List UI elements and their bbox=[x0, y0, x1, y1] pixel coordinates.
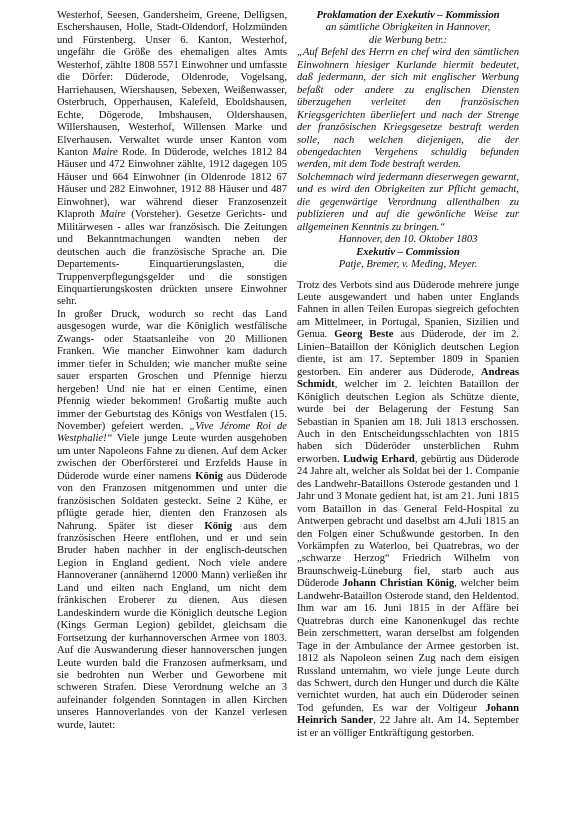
text-run: Trotz des Verbots sind aus Düderode mehrere junge Leute ausgewandert und haben unter Englands Fahnen in allen Teilen Europas siegreich gefochten am Mittelmeer, in Portugal, Spanien, Sizilien und Genua. bbox=[297, 279, 519, 341]
text-run-italic: „Vive Jérome Roi de Westphalie!“ bbox=[57, 420, 287, 445]
proclamation-signers: Patje, Bremer, v. Meding, Meyer. bbox=[338, 259, 478, 271]
proclamation-body: „Auf Befehl des Herrn en chef wird den sämtlichen Einwohnern hiesiger Kurlande hiermit bedeutet, daß jedermann, der sich mit englischer Werbung befaßt oder andere zu englischen Diensten überzugehen verleitet den französischen Kriegsgerichten überliefert und nach der Strenge der französischen Kriegsgesetze bestraft werden solle, nach welchen diejenigen, die der obengedachten Vergehens schuldig befunden werden, mit dem Tode bestraft werden. bbox=[297, 47, 519, 171]
paragraph-emigrants bbox=[297, 280, 519, 741]
name-johann-heinrich-sander: Johann Heinrich Sander bbox=[297, 702, 519, 727]
text-run: Rode. In Düderode, welches 1812 84 Häuser und 472 Einwohner zählte, 1912 dagegen 105 Häuser und 664 Einwohner (in Oldenrode 1812 67 Häuser und 282 Einwohner, 1912 88 Häuser und 487 Einwohner), war während dieser Franzosenzeit Klaproth bbox=[57, 146, 287, 221]
right-column bbox=[297, 10, 519, 740]
proclamation-signature-title: Exekutiv – Commission bbox=[356, 246, 460, 258]
text-run: Viele junge Leute wurden ausgehoben um unter Napoleons Fahne zu dienen. Auf dem Acker zwischen der Oberförsterei und Erzfelds Hause in Düderode wurde einer namens bbox=[57, 433, 287, 482]
paragraph-canton-westerhof bbox=[57, 10, 287, 309]
name-andreas-schmidt: Andreas Schmidt bbox=[297, 366, 519, 391]
name-ludwig-erhard: Ludwig Erhard bbox=[343, 453, 415, 465]
proclamation-body-2: Solchemnach wird jedermann dieserwegen gewarnt, und es wird den Obrigkeiten zur Pflicht gemacht, die gegenwärtige Verordnung allenthalben zu publizieren und auf die gewönliche Weise zur allgemeinen Kenntnis zu bringen.“ bbox=[297, 171, 519, 233]
name-koenig: König bbox=[195, 470, 223, 482]
text-run: , 22 Jahre alt. Am 14. September ist er an völliger Entkräftigung gestorben. bbox=[297, 715, 520, 739]
proclamation-title: Proklamation der Exekutiv – Kommission bbox=[316, 10, 500, 21]
text-run: aus Düderode von den Franzosen mitgenommen und unter die französischen Soldaten gesteckt. Seine 2 Kühe, er pflügte gerade hier, dienten den Franzosen als Nahrung. Später ist dieser bbox=[57, 470, 287, 532]
text-run: Westerhof, Seesen, Gandersheim, Greene, Delligsen, Eschershausen, Holle, Stadt-Oldendorf, Holzmünden und Fürstenberg. Unser 6. Kanton, Westerhof, ungefähr die Größe des ehemaligen altes Amts Westerhof, zählte 1808 5571 Einwohner und umfasste die Dörfer: Düderode, Oldenrode, Vogelsang, Harriehausen, Wiershausen, Sebexen, Weißenwasser, Osterbruch, Opperhausen, Kalefeld, Eboldshausen, Echte, Dögerode, Imbshausen, Oldershausen, Willershausen, Westerhof, Willensen Marke und Elverhausen. Verwaltet wurde unser Kanton vom Kanton bbox=[57, 10, 287, 158]
text-run: aus Düderode, der im 2. Linien–Bataillon der Königlich deutschen Legion diente, ist am 17. September 1809 in Spanien gestorben. Ein anderer aus Düderode, bbox=[297, 329, 520, 378]
proclamation-date: Hannover, den 10. Oktober 1803 bbox=[338, 234, 478, 246]
name-johann-christian-koenig: Johann Christian König bbox=[342, 578, 455, 590]
name-georg-beste: Georg Beste bbox=[334, 329, 394, 341]
left-column bbox=[57, 10, 287, 732]
text-run: , welcher im 2. leichten Bataillon der Königlich deutschen Legion als Schütze diente, wurde bei der Belagerung der Festung San Sebastian in Spanien am 18. Juli 1813 erschossen. Auch in den Entscheidungsschlachten von 1815 haben sich Düderöder unsterblichen Ruhm erworben. bbox=[297, 379, 519, 465]
text-run: In großer Druck, wodurch so recht das Land ausgesogen wurde, war die Königlich westfälische Zwangs- oder Staatsanleihe von 20 Millionen Franken. Wie mancher Einwohner kam dadurch immer tiefer in Schulden; wie mancher mußte seine sauer ersparten Groschen und Pfennige hierzu hergeben! Und nie hat er einen Centime, einen Pfennig wieder bekommen! Großartig mußte auch immer der Geburtstag des Königs von Westfalen (15. November) gefeiert werden. bbox=[57, 308, 287, 432]
text-run-italic: Maire bbox=[92, 146, 118, 158]
text-run: , gebürtig aus Düderode 24 Jahre alt, welcher als Soldat bei der 1. Companie des Landwehr-Bataillons Osterode gestanden und 1 Jahr und 3 Monate gedient hat, ist am 21. Juni 1815 vom Bataillon in das General Feld-Hospital zu Antwerpen gebracht und daselbst am 4.Juli 1815 an den Folgen einer Schußwunde gestorben. In den Vorkämpfen zu Waterloo, bei Quatrebras, wo der „schwarze Herzog“ Friedrich Wilhelm von Braunschweig-Lüneburg fiel, starb auch aus Düderode bbox=[297, 453, 519, 590]
name-koenig: König bbox=[204, 520, 232, 532]
text-run: aus dem französischen Heere entflohen, und er und sein Bruder haben nachher in der englisch-deutschen Legion in England gedient. Noch viele andere Hannoveraner (annähernd 12000 Mann) verließen ihr Land und eilten nach England, um nicht dem fränkischen Eroberer zu dienen. Aus diesen Landeskindern wurde die Königlich deutsche Legion (Kings German Legion) gebildet, gleichsam die Fortsetzung der kurhannoverschen Armee von 1803. Auf die Auswanderung dieser hannoverschen jungen Leute wurden bald die Franzosen aufmerksam, und sie bedrohten nun Werber und Geworbene mit schweren Strafen. Diese Verordnung welche an 3 aufeinander folgenden Sonntagen in allen Kirchen unseres Hannoverlandes von der Kanzel verlesen wurde, lautet: bbox=[57, 520, 287, 731]
spacer bbox=[297, 272, 519, 280]
text-run: , welcher beim Landwehr-Bataillon Osterode stand, den Heldentod. Ihm war am 16. Juni 1815 in der Affäre bei Quatrebras durch eine Kanonenkugel das rechte Bein zerschmettert, waran derselbst am folgenden Tage in der Ambulance der Armee gestorben ist. 1812 als Napoleon seinen Zug nach dem eisigen Russland unternahm, wo viele junge Leute durch das Schwert, durch den Hunger und durch die Kälte vernichtet wurden, hat auch ein Düderoder seinen Tod gefunden. Es war der Voltigeur bbox=[297, 578, 519, 714]
paragraph-state-loan bbox=[57, 309, 287, 732]
proclamation-subject: die Werbung betr.: bbox=[368, 34, 448, 46]
text-run: (Vorsteher). Gesetze Gerichts- und Militärwesen - alles war französisch. Die Zeitungen und Bekanntmachungen wandten neben der deutschen auch die französische Sprache an. Die Departements- Einquartierungslasten, die Truppenverpflegungsgelder und die sonstigen Einquartierungskosten drückten unsere Einwohner sehr. bbox=[57, 209, 287, 308]
text-run-italic: Maire bbox=[100, 209, 126, 221]
proclamation-subtitle: an sämtliche Obrigkeiten in Hannover, bbox=[325, 22, 491, 34]
